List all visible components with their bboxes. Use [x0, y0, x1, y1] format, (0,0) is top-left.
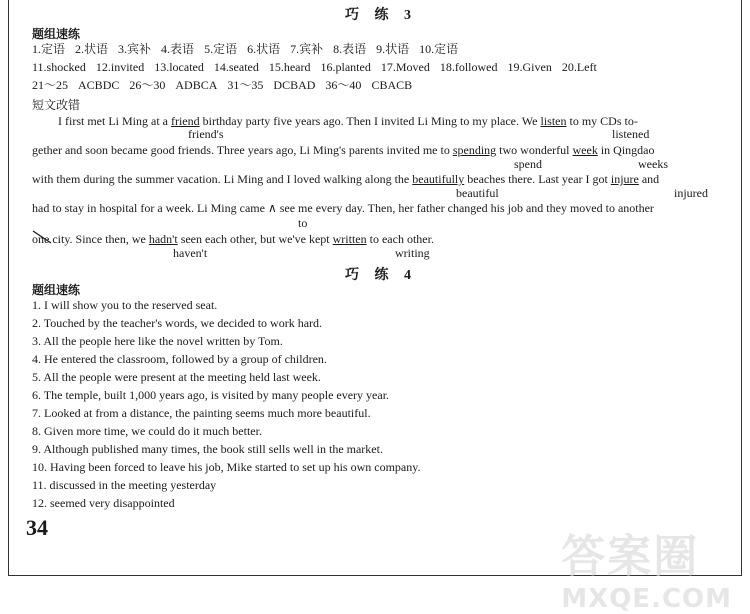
deleted-word: one: [32, 232, 50, 246]
answer-item: 2.状语: [75, 42, 109, 56]
deletion-mark: [31, 228, 55, 246]
text: birthday party five years ago. Then I invited Li Ming to my place. We: [199, 114, 541, 128]
text: to each other.: [366, 232, 434, 246]
correction: spend: [514, 157, 542, 171]
answer-item: DCBAD: [273, 78, 316, 92]
answer-item: 36～40: [325, 78, 362, 92]
answer-item: 14.seated: [213, 60, 259, 74]
answer-item: 26～30: [129, 78, 166, 92]
answer-item: 31～35: [227, 78, 264, 92]
correction: writing: [395, 246, 430, 260]
error-word: beautifully: [412, 172, 465, 186]
watermark-text: 答案圈: [561, 531, 700, 582]
sentence-10: 10. Having been forced to leave his job, Mike started to set up his own company.: [32, 460, 421, 474]
correction: weeks: [638, 157, 668, 171]
sentence-5: 5. All the people were present at the meeting held last week.: [32, 370, 321, 384]
answer-item: 18.followed: [439, 60, 498, 74]
answer-item: 11.shocked: [32, 60, 86, 74]
section-title-3: 巧 练 3: [345, 8, 417, 23]
answer-item: 4.表语: [161, 42, 195, 56]
answer-item: 1.定语: [32, 42, 66, 56]
sentence-11: 11. discussed in the meeting yesterday: [32, 478, 217, 492]
answer-item: 16.planted: [320, 60, 371, 74]
text: city. Since then, we: [49, 232, 149, 246]
answer-item: 7.宾补: [290, 42, 324, 56]
error-word: hadn't: [148, 232, 178, 246]
sentence-7: 7. Looked at from a distance, the painting seems much more beautiful.: [32, 406, 371, 420]
correction: listened: [612, 127, 650, 141]
correction: injured: [674, 186, 708, 200]
sentence-1: 1. I will show you to the reserved seat.: [32, 298, 218, 312]
text: two wonderful: [496, 143, 573, 157]
error-word: injure: [610, 172, 639, 186]
answer-item: 6.状语: [247, 42, 281, 56]
answer-item: 9.状语: [376, 42, 410, 56]
text: in Qingdao: [597, 143, 655, 157]
error-word: friend: [170, 114, 200, 128]
answer-item: 8.表语: [333, 42, 367, 56]
text: to my CDs to-: [566, 114, 638, 128]
correction: to: [298, 216, 308, 230]
answer-item: 19.Given: [507, 60, 552, 74]
answer-row-2: [32, 60, 607, 74]
error-word: week: [572, 143, 598, 157]
answer-item: 13.located: [154, 60, 204, 74]
error-word: written: [332, 232, 367, 246]
answer-row-1: [32, 42, 468, 56]
text: I first met Li Ming at a: [58, 114, 171, 128]
passage-line-3: [32, 172, 659, 186]
answer-item: 21～25: [32, 78, 69, 92]
correction: beautiful: [456, 186, 499, 200]
section-title-4: 巧 练 4: [345, 268, 417, 283]
sentence-12: 12. seemed very disappointed: [32, 496, 175, 510]
sentence-2: 2. Touched by the teacher's words, we decided to work hard.: [32, 316, 323, 330]
passage-line-5: [32, 232, 434, 246]
error-word: listen: [540, 114, 567, 128]
text: seen each other, but we've kept: [177, 232, 333, 246]
answer-row-3: [32, 78, 422, 92]
sentence-3: 3. All the people here like the novel written by Tom.: [32, 334, 283, 348]
heading-quick-practice-2: 题组速练: [32, 283, 81, 297]
watermark-logo: [561, 520, 732, 614]
heading-quick-practice-1: 题组速练: [32, 27, 81, 41]
text: and: [638, 172, 660, 186]
correction: friend's: [188, 127, 224, 141]
answer-item: 3.宾补: [118, 42, 152, 56]
text: had to stay in hospital for a week. Li Ming came ∧ see me every day. Then, her father changed his job and they moved to another: [32, 201, 654, 215]
sentence-9: 9. Although published many times, the book still sells well in the market.: [32, 442, 383, 456]
answer-item: ACBDC: [78, 78, 120, 92]
answer-item: 20.Left: [561, 60, 597, 74]
answer-item: 10.定语: [419, 42, 459, 56]
sentence-4: 4. He entered the classroom, followed by a group of children.: [32, 352, 327, 366]
passage-line-2: [32, 143, 655, 157]
watermark-url: MXQE.COM: [561, 584, 732, 614]
text: gether and soon became good friends. Three years ago, Li Ming's parents invited me to: [32, 143, 453, 157]
answer-item: CBACB: [371, 78, 413, 92]
correction: haven't: [173, 246, 208, 260]
sentence-8: 8. Given more time, we could do it much better.: [32, 424, 262, 438]
text: beaches there. Last year I got: [464, 172, 611, 186]
answer-item: 5.定语: [204, 42, 238, 56]
answer-item: 12.invited: [95, 60, 145, 74]
sentence-6: 6. The temple, built 1,000 years ago, is visited by many people every year.: [32, 388, 390, 402]
text: with them during the summer vacation. Li Ming and I loved walking along the: [32, 172, 413, 186]
answer-item: 15.heard: [268, 60, 311, 74]
passage-line-1: [58, 114, 638, 128]
heading-error-correction: 短文改错: [32, 98, 81, 112]
page-number: 34: [26, 515, 48, 540]
answer-item: ADBCA: [175, 78, 218, 92]
error-word: spending: [452, 143, 497, 157]
answer-item: 17.Moved: [380, 60, 430, 74]
passage-line-4: [32, 201, 654, 215]
